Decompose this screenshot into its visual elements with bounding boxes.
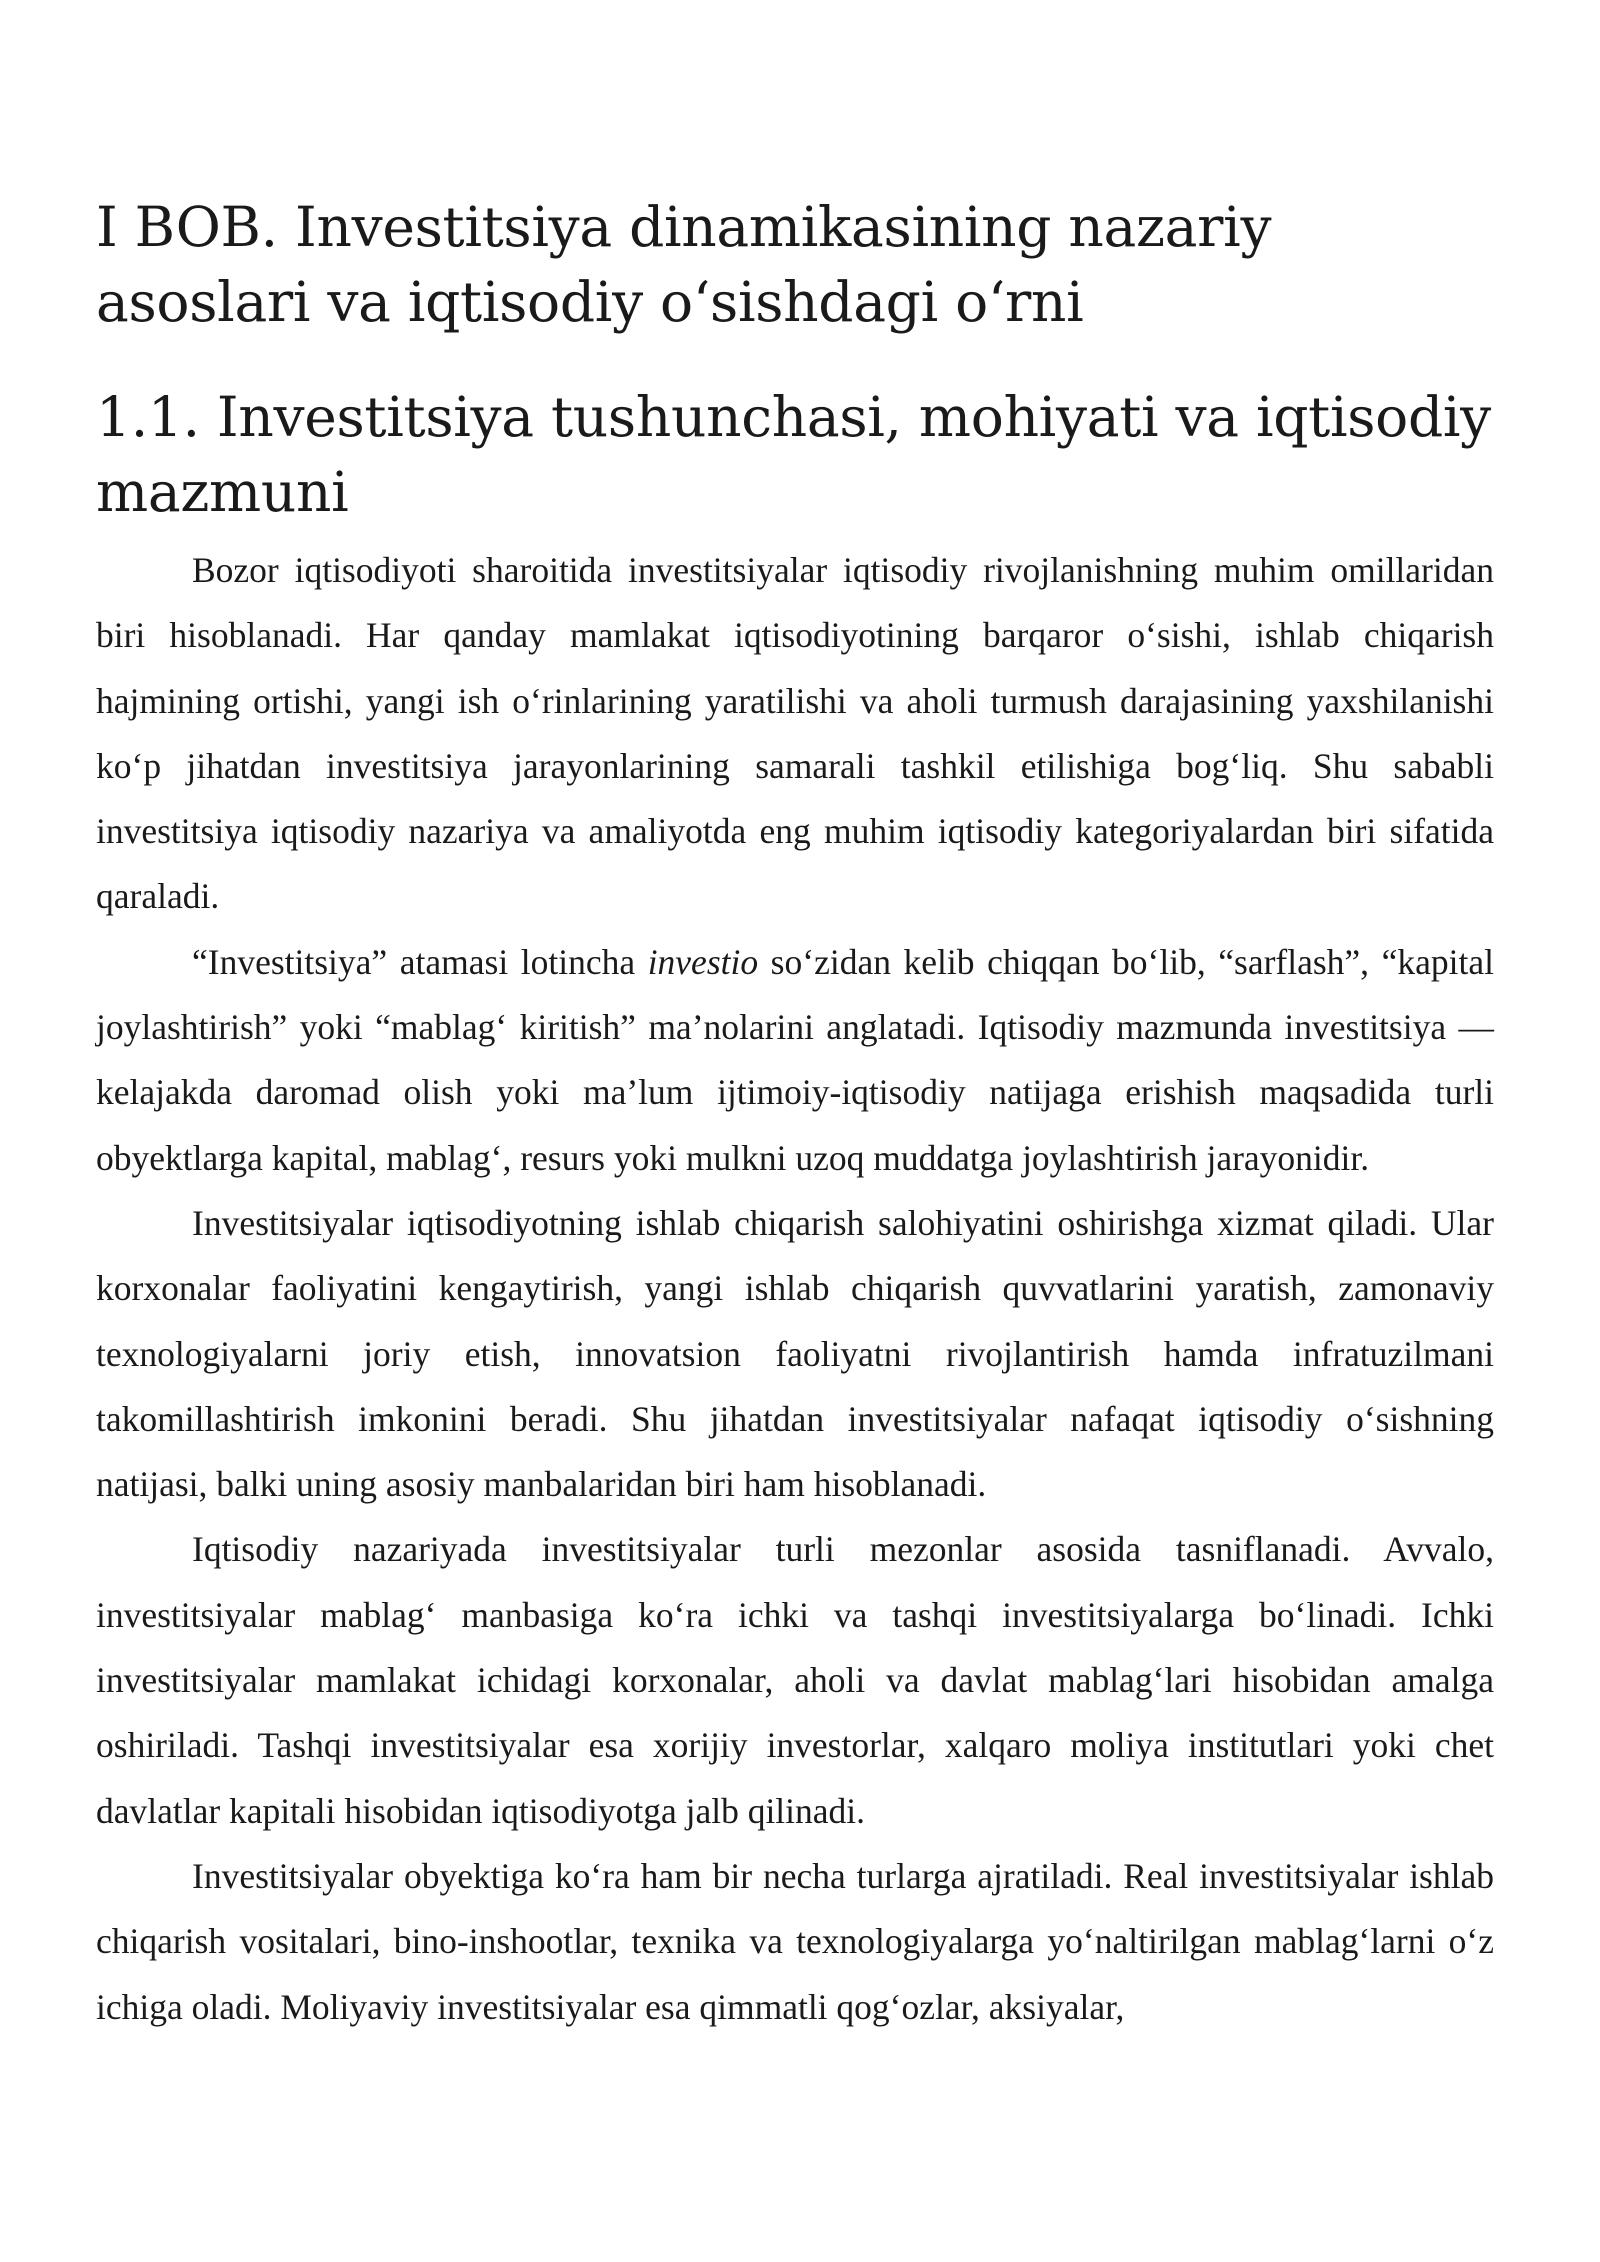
latin-term: investio xyxy=(647,941,759,982)
paragraph-5: Investitsiyalar obyektiga ko‘ra ham bir necha turlarga ajratiladi. Real investitsiyalar ishlab chiqarish vositalari, bino-inshootlar, texnika va texnologiyalarga yo‘naltirilgan mablag‘larni o‘z ichiga oladi. Moliyaviy investitsiyalar esa qimmatli qog‘ozlar, aksiyalar, xyxy=(96,1855,1494,2027)
chapter-title: I BOB. Investitsiya dinamikasining nazariy asoslari va iqtisodiy o‘sishdagi o‘rni xyxy=(96,195,1272,334)
body-text xyxy=(96,538,1494,2040)
paragraph-4: Iqtisodiy nazariyada investitsiyalar turli mezonlar asosida tasniflanadi. Avvalo, investitsiyalar mablag‘ manbasiga ko‘ra ichki va tashqi investitsiyalarga bo‘linadi. Ichki investitsiyalar mamlakat ichidagi korxonalar, aholi va davlat mablag‘lari hisobidan amalga oshiriladi. Tashqi investitsiyalar esa xorijiy investorlar, xalqaro moliya institutlari yoki chet davlatlar kapitali hisobidan iqtisodiyotga jalb qilinadi. xyxy=(96,1529,1494,1831)
paragraph-2 xyxy=(96,930,1494,1191)
document-page xyxy=(96,190,1494,2040)
paragraph-2-rest: so‘zidan kelib chiqqan bo‘lib, “sarflash”, “kapital joylashtirish” yoki “mablag‘ kiritish” ma’nolarini anglatadi. Iqtisodiy mazmunda investitsiya — kelajakda daromad olish yoki ma’lum ijtimoiy-iqtisodiy natijaga erishish maqsadida turli obyektlarga kapital, mablag‘, resurs yoki mulkni uzoq muddatga joylashtirish jarayonidir. xyxy=(96,941,1494,1178)
paragraph-2-start: “Investitsiya” atamasi lotincha xyxy=(192,941,648,982)
paragraph-1: Bozor iqtisodiyoti sharoitida investitsiyalar iqtisodiy rivojlanishning muhim omillaridan biri hisoblanadi. Har qanday mamlakat iqtisodiyotining barqaror o‘sishi, ishlab chiqarish hajmining ortishi, yangi ish o‘rinlarining yaratilishi va aholi turmush darajasining yaxshilanishi ko‘p jihatdan investitsiya jarayonlarining samarali tashkil etilishiga bog‘liq. Shu sababli investitsiya iqtisodiy nazariya va amaliyotda eng muhim iqtisodiy kategoriyalardan biri sifatida qaraladi. xyxy=(96,550,1494,917)
section-title: 1.1. Investitsiya tushunchasi, mohiyati va iqtisodiy mazmuni xyxy=(96,385,1491,524)
paragraph-3: Investitsiyalar iqtisodiyotning ishlab chiqarish salohiyatini oshirishga xizmat qiladi. Ular korxonalar faoliyatini kengaytirish, yangi ishlab chiqarish quvvatlarini yaratish, zamonaviy texnologiyalarni joriy etish, innovatsion faoliyatni rivojlantirish hamda infratuzilmani takomillashtirish imkonini beradi. Shu jihatdan investitsiyalar nafaqat iqtisodiy o‘sishning natijasi, balki uning asosiy manbalaridan biri ham hisoblanadi. xyxy=(96,1202,1494,1505)
